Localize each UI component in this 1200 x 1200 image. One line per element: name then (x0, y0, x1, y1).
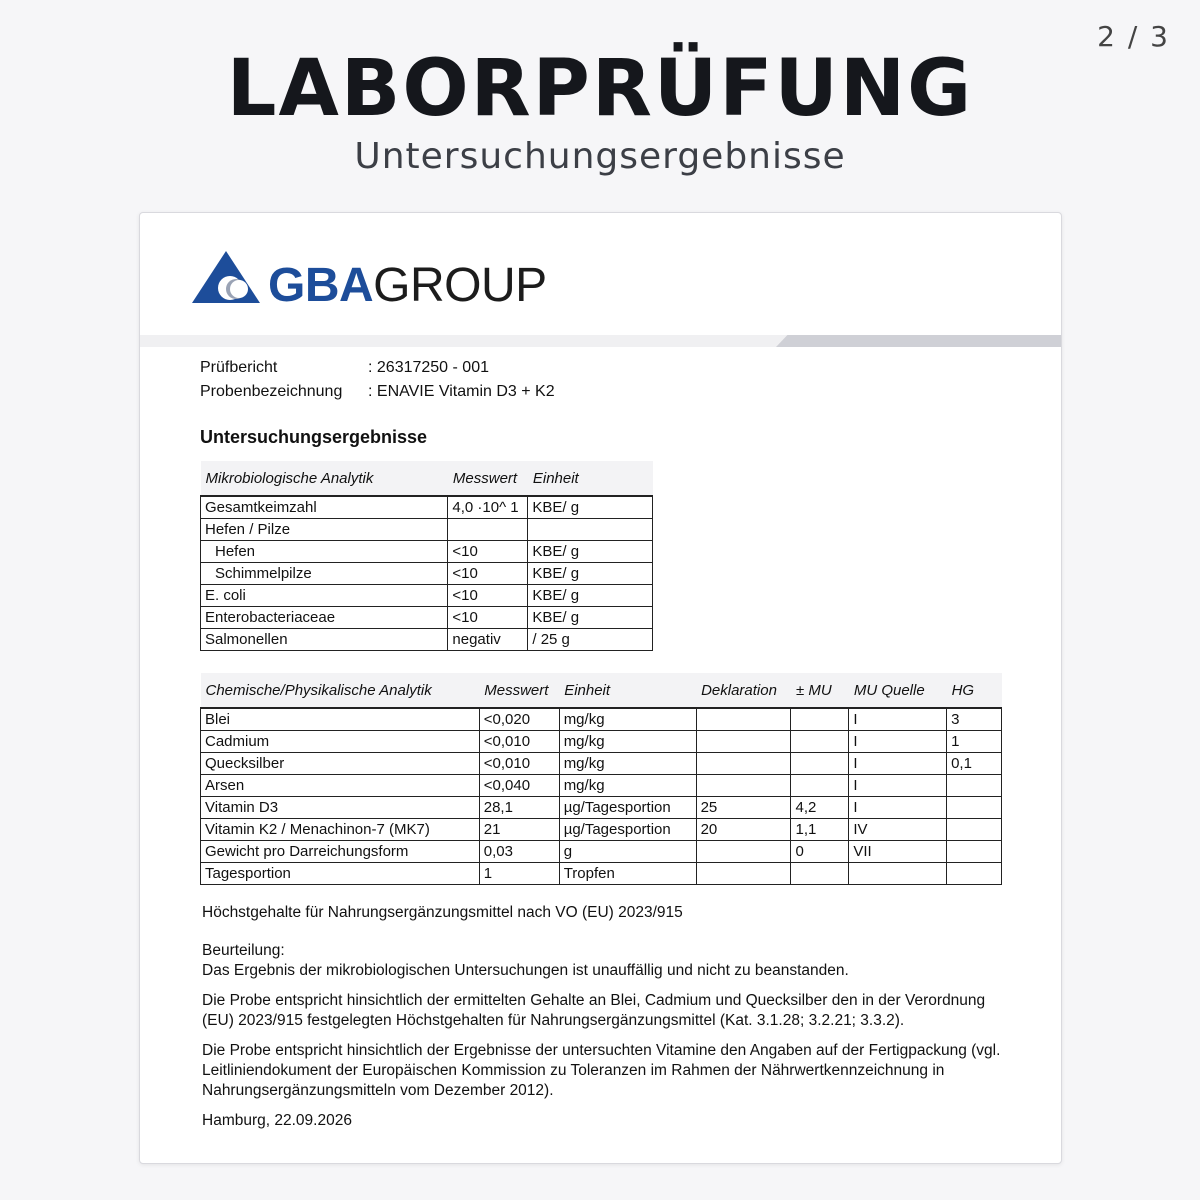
header-band-accent (776, 335, 1061, 347)
column-header: Messwert (479, 673, 559, 708)
meta-label: Prüfbericht (200, 359, 278, 376)
column-header: Einheit (528, 461, 653, 496)
column-header: Deklaration (696, 673, 791, 708)
table-cell: Tropfen (559, 863, 696, 885)
table-cell: mg/kg (559, 753, 696, 775)
assessment-paragraph: Die Probe entspricht hinsichtlich der Ergebnisse der untersuchten Vitamine den Angaben auf der Fertigpackung (vgl. Leitliniendokument der Europäischen Kommission zu Toleranzen im Rahmen der Nährwertkennzeichnung in Nahrungsergänzungsmitteln vom Dezember 2012). (202, 1042, 1001, 1099)
assessment-paragraph: Das Ergebnis der mikrobiologischen Untersuchungen ist unauffällig und nicht zu beanstanden. (202, 962, 849, 979)
table-cell: Blei (201, 708, 480, 731)
table-cell: KBE/ g (528, 563, 653, 585)
table-cell (947, 819, 1002, 841)
table-cell: mg/kg (559, 775, 696, 797)
table-cell: 3 (947, 708, 1002, 731)
column-header: MU Quelle (849, 673, 947, 708)
meta-row-report-number (200, 359, 700, 383)
column-header: HG (947, 673, 1002, 708)
table-cell: 4,2 (791, 797, 849, 819)
table-row (201, 841, 1002, 863)
column-header: Mikrobiologische Analytik (201, 461, 448, 496)
table-row (201, 607, 653, 629)
table-cell: Salmonellen (201, 629, 448, 651)
table-row (201, 629, 653, 651)
table-cell: I (849, 731, 947, 753)
table-cell: Quecksilber (201, 753, 480, 775)
page-subtitle: Untersuchungsergebnisse (354, 136, 846, 177)
microbiology-table (200, 461, 653, 651)
table-cell: <0,040 (479, 775, 559, 797)
table-cell: 25 (696, 797, 791, 819)
table-cell: negativ (448, 629, 528, 651)
table-cell (696, 863, 791, 885)
table-cell: E. coli (201, 585, 448, 607)
table-cell (448, 519, 528, 541)
table-row (201, 797, 1002, 819)
table-row (201, 541, 653, 563)
table-cell (947, 775, 1002, 797)
table-cell: Hefen / Pilze (201, 519, 448, 541)
column-header: Chemische/Physikalische Analytik (201, 673, 480, 708)
page-title: LABORPRÜFUNG (226, 44, 974, 134)
table-cell: Gesamtkeimzahl (201, 496, 448, 519)
table-cell: / 25 g (528, 629, 653, 651)
table-cell: Arsen (201, 775, 480, 797)
assessment-text (202, 903, 1002, 1131)
table-cell: <10 (448, 563, 528, 585)
table-cell: 1,1 (791, 819, 849, 841)
logo-wordmark: GBAGROUP (268, 259, 547, 312)
page-indicator: 2 / 3 (1097, 20, 1170, 53)
gba-triangle-icon (192, 249, 262, 305)
table-cell: I (849, 753, 947, 775)
table-cell (696, 753, 791, 775)
meta-row-sample-name (200, 383, 700, 407)
table-cell (791, 863, 849, 885)
table-cell: Cadmium (201, 731, 480, 753)
section-title: Untersuchungsergebnisse (200, 427, 428, 447)
table-cell (791, 753, 849, 775)
table-cell: Tagesportion (201, 863, 480, 885)
table-row (201, 563, 653, 585)
table-cell: I (849, 708, 947, 731)
table-cell (696, 775, 791, 797)
table-cell: KBE/ g (528, 607, 653, 629)
table-cell: Vitamin D3 (201, 797, 480, 819)
table-header-row (201, 461, 653, 496)
table-cell: <10 (448, 541, 528, 563)
assessment-paragraph: Die Probe entspricht hinsichtlich der ermittelten Gehalte an Blei, Cadmium und Quecksilber den in der Verordnung (EU) 2023/915 festgelegten Höchstgehalten für Nahrungsergänzungsmittel (Kat. 3.1.28; 3.2.21; 3.3.2). (202, 992, 986, 1029)
meta-value: : ENAVIE Vitamin D3 + K2 (368, 383, 555, 400)
table-cell: IV (849, 819, 947, 841)
table-row (201, 519, 653, 541)
table-cell: <0,010 (479, 753, 559, 775)
table-cell (791, 775, 849, 797)
table-row (201, 863, 1002, 885)
table-cell: <10 (448, 607, 528, 629)
table-cell: 4,0 ·10^ 1 (448, 496, 528, 519)
table-row (201, 819, 1002, 841)
table-cell (791, 708, 849, 731)
chemistry-table (200, 673, 1002, 885)
table-cell: KBE/ g (528, 541, 653, 563)
table-cell: <0,010 (479, 731, 559, 753)
table-cell: mg/kg (559, 708, 696, 731)
table-header-row (201, 673, 1002, 708)
table-cell: Schimmelpilze (201, 563, 448, 585)
table-cell (947, 841, 1002, 863)
table-cell: Vitamin K2 / Menachinon-7 (MK7) (201, 819, 480, 841)
table-row (201, 708, 1002, 731)
column-header: ± MU (791, 673, 849, 708)
table-cell: 20 (696, 819, 791, 841)
table-cell: 1 (479, 863, 559, 885)
table-row (201, 731, 1002, 753)
table-row (201, 753, 1002, 775)
table-cell: I (849, 797, 947, 819)
table-row (201, 496, 653, 519)
table-cell: <0,020 (479, 708, 559, 731)
table-cell: KBE/ g (528, 496, 653, 519)
table-cell (696, 841, 791, 863)
table-cell: 28,1 (479, 797, 559, 819)
assessment-label: Beurteilung: (202, 942, 285, 959)
table-cell: 0 (791, 841, 849, 863)
table-cell: Enterobacteriaceae (201, 607, 448, 629)
table-cell: VII (849, 841, 947, 863)
table-cell: Gewicht pro Darreichungsform (201, 841, 480, 863)
table-row (201, 585, 653, 607)
table-cell: µg/Tagesportion (559, 819, 696, 841)
table-cell (849, 863, 947, 885)
column-header: Einheit (559, 673, 696, 708)
table-cell (696, 708, 791, 731)
table-cell: µg/Tagesportion (559, 797, 696, 819)
table-cell (791, 731, 849, 753)
table-cell (947, 797, 1002, 819)
table-cell: Hefen (201, 541, 448, 563)
table-cell (528, 519, 653, 541)
lab-report-document (139, 212, 1062, 1164)
report-meta (200, 359, 700, 407)
table-cell: 1 (947, 731, 1002, 753)
table-cell: g (559, 841, 696, 863)
meta-value: : 26317250 - 001 (368, 359, 489, 376)
table-cell: 21 (479, 819, 559, 841)
table-row (201, 775, 1002, 797)
limits-note: Höchstgehalte für Nahrungsergänzungsmittel nach VO (EU) 2023/915 (202, 904, 683, 921)
table-cell (696, 731, 791, 753)
table-cell (947, 863, 1002, 885)
meta-label: Probenbezeichnung (200, 383, 343, 400)
table-cell: KBE/ g (528, 585, 653, 607)
place-date: Hamburg, 22.09.2026 (202, 1112, 352, 1129)
column-header: Messwert (448, 461, 528, 496)
table-cell: 0,03 (479, 841, 559, 863)
table-cell: 0,1 (947, 753, 1002, 775)
table-cell: I (849, 775, 947, 797)
table-cell: mg/kg (559, 731, 696, 753)
table-cell: <10 (448, 585, 528, 607)
